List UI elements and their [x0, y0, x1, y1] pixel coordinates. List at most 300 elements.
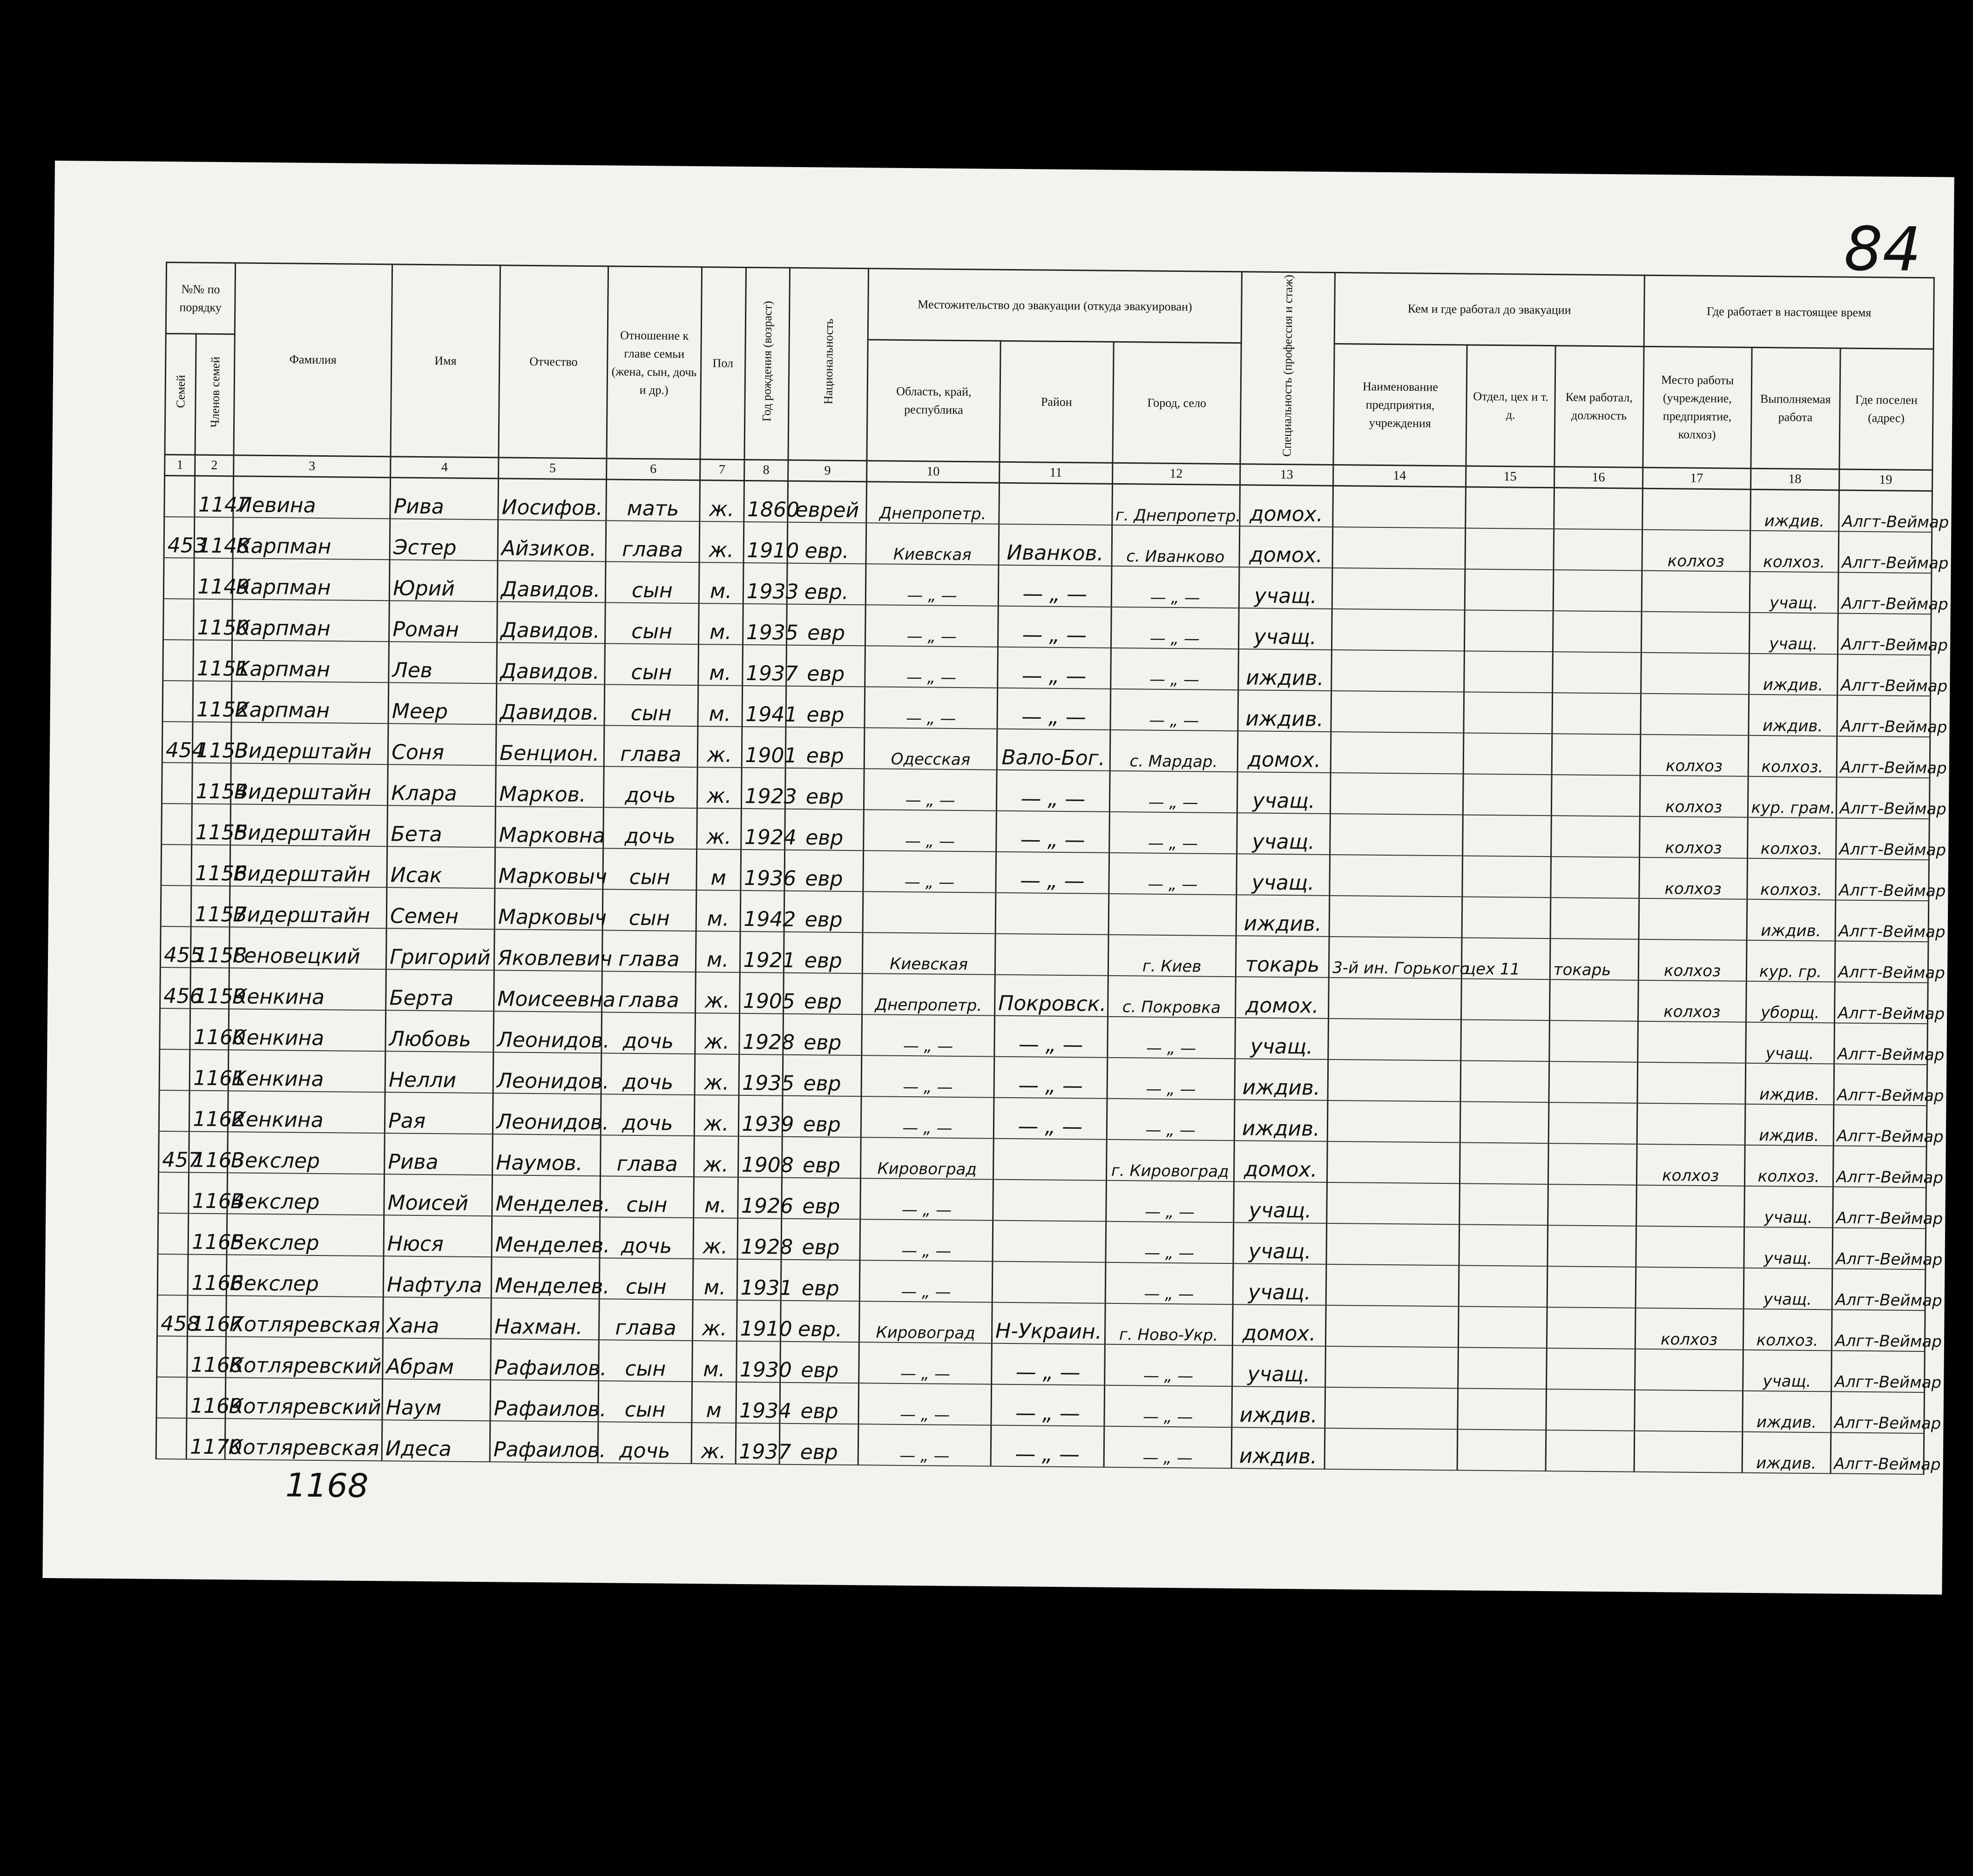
header-families: Семей: [165, 333, 196, 455]
table-cell: [1554, 488, 1643, 530]
table-cell: 1908: [738, 1136, 783, 1178]
table-cell: [1458, 1388, 1547, 1430]
table-cell: колхоз.: [1747, 817, 1836, 859]
table-cell: — „ —: [1104, 1385, 1232, 1427]
table-cell: 1923: [741, 768, 786, 809]
table-cell: евр: [780, 1424, 859, 1465]
table-cell: Абрам: [383, 1338, 491, 1380]
table-cell: — „ —: [993, 1098, 1107, 1140]
table-cell: глава: [606, 520, 699, 562]
table-cell: [159, 1090, 189, 1132]
table-cell: ж.: [691, 1423, 736, 1464]
table-cell: евр: [787, 604, 866, 646]
table-cell: Котляревский: [225, 1336, 383, 1379]
table-cell: учащ.: [1237, 813, 1330, 855]
table-cell: м.: [699, 562, 743, 604]
table-cell: м.: [698, 603, 743, 645]
table-cell: [1458, 1347, 1547, 1389]
table-cell: м.: [698, 644, 743, 686]
table-cell: 1941: [742, 686, 786, 727]
table-cell: Иванков.: [999, 524, 1112, 566]
header-nationality: Национальность: [788, 268, 868, 460]
table-cell: м.: [696, 890, 741, 931]
table-cell: Алгт-Веймар: [1838, 490, 1932, 532]
table-cell: Юрий: [389, 560, 498, 601]
table-cell: [158, 1172, 189, 1214]
table-cell: [163, 640, 194, 681]
table-cell: 1162: [189, 1091, 228, 1132]
table-cell: Исак: [387, 846, 495, 888]
table-cell: дочь: [598, 1422, 691, 1464]
table-cell: [1639, 898, 1747, 940]
table-cell: [1642, 488, 1750, 531]
table-cell: [157, 1254, 188, 1296]
table-cell: Семен: [386, 887, 495, 929]
table-cell: сын: [605, 643, 698, 685]
table-cell: — „ —: [1110, 689, 1238, 731]
table-cell: Рафаилов.: [490, 1380, 599, 1422]
table-cell: с. Мардар.: [1110, 730, 1238, 772]
table-cell: Менделев.: [492, 1175, 601, 1217]
table-cell: [1464, 651, 1553, 693]
table-cell: — „ —: [1105, 1221, 1233, 1263]
table-cell: Кенкина: [229, 968, 386, 1010]
table-cell: [1333, 486, 1466, 528]
table-cell: Марковна: [495, 806, 604, 848]
table-cell: Роман: [389, 601, 498, 642]
table-cell: учащ.: [1749, 613, 1838, 655]
table-cell: — „ —: [865, 605, 999, 647]
table-cell: сын: [603, 848, 696, 890]
document-sheet: [42, 161, 1954, 1594]
table-cell: Давидов.: [497, 642, 605, 684]
table-cell: учащ.: [1237, 772, 1331, 814]
table-cell: 1942: [740, 891, 785, 932]
table-cell: Моисей: [384, 1174, 493, 1216]
table-cell: — „ —: [861, 1096, 994, 1138]
table-cell: Бета: [387, 805, 496, 847]
table-cell: ж.: [696, 808, 741, 850]
table-cell: [1326, 1264, 1459, 1306]
table-cell: 1154: [192, 763, 231, 804]
column-number: 11: [1000, 462, 1113, 484]
table-cell: Наумов.: [493, 1134, 601, 1176]
table-cell: [1548, 1143, 1637, 1185]
table-cell: 1155: [192, 804, 230, 845]
header-group-num: №№ по порядку: [166, 263, 235, 334]
table-cell: Лев: [389, 641, 497, 683]
table-cell: Киевская: [863, 932, 996, 974]
table-cell: г. Днепропетр.: [1112, 484, 1240, 526]
table-cell: евр: [783, 1055, 862, 1096]
table-cell: Карпман: [232, 599, 389, 641]
table-cell: [1325, 1346, 1459, 1388]
table-cell: иждив.: [1238, 690, 1331, 732]
table-cell: евр: [782, 1178, 861, 1219]
table-cell: [1465, 528, 1554, 570]
table-cell: 1158: [191, 927, 230, 968]
table-cell: [163, 599, 194, 640]
table-cell: домох.: [1234, 1140, 1327, 1182]
header-sex: Пол: [700, 267, 746, 460]
table-cell: 1935: [739, 1054, 784, 1096]
table-cell: иждив.: [1747, 899, 1836, 941]
table-cell: кур. гр.: [1746, 940, 1835, 982]
table-cell: иждив.: [1745, 1063, 1834, 1105]
table-cell: Видерштайн: [231, 722, 388, 764]
table-cell: ж.: [692, 1300, 737, 1341]
table-cell: евр: [780, 1383, 859, 1424]
table-cell: [1636, 1226, 1744, 1268]
table-cell: Давидов.: [496, 683, 605, 725]
table-cell: иждив.: [1745, 1104, 1834, 1146]
table-cell: Идеса: [382, 1420, 490, 1462]
table-cell: [1635, 1267, 1744, 1309]
table-cell: еврей: [788, 481, 867, 523]
table-cell: Алгт-Веймар: [1832, 1228, 1926, 1269]
table-cell: Вало-Бог.: [997, 729, 1110, 771]
table-cell: — „ —: [863, 850, 996, 892]
table-cell: м.: [696, 931, 740, 972]
table-cell: [1551, 775, 1640, 817]
table-cell: Карпман: [231, 640, 389, 682]
table-cell: учащ.: [1239, 567, 1332, 609]
table-cell: сын: [599, 1340, 692, 1382]
table-cell: Покровск.: [995, 975, 1108, 1017]
table-cell: 1166: [188, 1254, 227, 1296]
table-cell: Днепропетр.: [862, 973, 995, 1015]
table-cell: евр.: [787, 522, 866, 564]
table-cell: 1163: [189, 1132, 228, 1173]
table-cell: м.: [692, 1341, 736, 1382]
table-cell: 1937: [742, 645, 787, 686]
table-cell: евр: [785, 768, 865, 810]
table-cell: 454: [162, 722, 193, 763]
table-cell: ж.: [694, 1095, 739, 1136]
table-cell: 1934: [736, 1382, 780, 1424]
table-cell: Леонидов.: [493, 1011, 602, 1053]
table-cell: 1939: [738, 1095, 783, 1137]
table-cell: Хана: [383, 1297, 492, 1339]
table-cell: Алгт-Веймар: [1835, 941, 1928, 983]
table-cell: [1326, 1305, 1459, 1347]
table-cell: [1552, 652, 1641, 694]
table-cell: Алгт-Веймар: [1836, 818, 1929, 860]
table-cell: учащ.: [1233, 1222, 1327, 1264]
table-cell: 1149: [194, 558, 233, 600]
table-cell: [1547, 1307, 1635, 1349]
table-cell: — „ —: [996, 770, 1109, 812]
table-cell: евр: [784, 850, 864, 891]
table-cell: — „ —: [991, 1425, 1104, 1467]
table-cell: Н-Украин.: [992, 1302, 1105, 1344]
table-cell: [1641, 694, 1749, 736]
table-cell: [1547, 1225, 1636, 1267]
table-cell: с. Покровка: [1108, 976, 1236, 1018]
table-cell: колхоз: [1635, 1308, 1743, 1350]
table-cell: [1108, 894, 1237, 936]
table-cell: — „ —: [1109, 812, 1237, 854]
table-cell: Алгт-Веймар: [1835, 859, 1929, 901]
table-cell: евр: [781, 1260, 860, 1301]
table-cell: — „ —: [998, 565, 1111, 607]
table-cell: сын: [605, 602, 699, 644]
table-cell: евр: [786, 727, 865, 769]
column-number: 12: [1112, 463, 1240, 485]
table-cell: Давидов.: [497, 601, 606, 643]
table-cell: [160, 1008, 190, 1050]
table-cell: евр: [785, 809, 864, 850]
table-cell: [993, 1139, 1106, 1181]
table-cell: Котляревская: [225, 1418, 382, 1461]
table-cell: [1551, 857, 1640, 898]
table-cell: токарь: [1550, 938, 1639, 980]
table-cell: Алгт-Веймар: [1837, 695, 1930, 737]
table-cell: [993, 1221, 1106, 1262]
table-cell: [1332, 609, 1465, 651]
table-cell: г. Кировоград: [1106, 1140, 1234, 1181]
table-cell: — „ —: [992, 1343, 1105, 1385]
header-birth: Год рождения (возраст): [744, 267, 790, 460]
table-cell: м.: [693, 1259, 737, 1300]
table-cell: дочь: [600, 1217, 693, 1259]
table-cell: [1636, 1185, 1744, 1227]
table-cell: [1637, 1062, 1746, 1104]
table-cell: [999, 483, 1112, 525]
table-cell: [1549, 1020, 1638, 1062]
table-cell: дочь: [601, 1012, 695, 1054]
table-cell: с. Иванково: [1112, 525, 1240, 567]
table-cell: Алгт-Веймар: [1836, 777, 1930, 819]
table-cell: иждив.: [1742, 1432, 1831, 1474]
table-cell: 457: [159, 1131, 189, 1173]
table-cell: [1331, 773, 1464, 815]
table-cell: евр.: [781, 1301, 860, 1342]
table-cell: [993, 1180, 1106, 1221]
table-cell: — „ —: [996, 852, 1109, 894]
header-district: Район: [1000, 341, 1114, 463]
table-cell: учащ.: [1745, 1022, 1834, 1064]
table-cell: токарь: [1236, 936, 1329, 978]
column-number: 7: [700, 459, 744, 481]
table-cell: 1910: [743, 522, 788, 563]
header-relation: Отношение к главе семьи (жена, сын, дочь и др.): [607, 266, 702, 459]
table-cell: [161, 885, 191, 927]
table-cell: 1928: [737, 1218, 782, 1260]
table-cell: колхоз.: [1747, 858, 1836, 900]
table-cell: евр: [783, 1096, 862, 1137]
table-cell: Рафаилов.: [491, 1339, 599, 1381]
table-cell: ж.: [695, 972, 740, 1013]
table-cell: Алгт-Веймар: [1831, 1309, 1925, 1351]
table-cell: ж.: [695, 1054, 739, 1095]
table-cell: домох.: [1240, 485, 1333, 527]
table-cell: [1463, 774, 1552, 816]
header-job: Выполняемая работа: [1751, 347, 1840, 469]
table-cell: — „ —: [1105, 1262, 1233, 1304]
table-cell: — „ —: [991, 1384, 1104, 1426]
table-cell: домох.: [1239, 526, 1333, 568]
table-cell: Рива: [385, 1133, 493, 1175]
table-cell: [995, 934, 1108, 976]
page-number: 84: [1844, 213, 1922, 285]
table-cell: колхоз: [1640, 776, 1748, 817]
header-city: Город, село: [1112, 342, 1241, 464]
table-cell: 1156: [191, 845, 230, 886]
table-cell: учащ.: [1743, 1268, 1832, 1310]
table-cell: м: [692, 1382, 736, 1423]
table-cell: [1546, 1348, 1635, 1390]
table-cell: [1329, 896, 1462, 938]
table-cell: учащ.: [1232, 1345, 1325, 1387]
table-cell: дочь: [603, 807, 697, 849]
table-cell: [1325, 1387, 1458, 1429]
table-cell: сын: [598, 1381, 692, 1423]
table-cell: [1327, 1141, 1460, 1183]
table-cell: евр: [784, 932, 863, 973]
table-cell: — „ —: [996, 811, 1109, 853]
header-position: Кем работал, должность: [1554, 346, 1644, 468]
table-cell: глава: [604, 725, 697, 767]
table-cell: 1931: [737, 1259, 782, 1301]
table-cell: учащ.: [1743, 1350, 1831, 1392]
table-cell: учащ.: [1233, 1263, 1326, 1305]
table-cell: евр: [784, 891, 864, 932]
table-cell: м.: [693, 1177, 738, 1218]
table-cell: Киевская: [866, 523, 999, 565]
column-number: 1: [165, 454, 196, 476]
table-cell: [1637, 1021, 1746, 1063]
table-cell: [156, 1418, 187, 1459]
table-cell: Меер: [388, 682, 497, 724]
table-cell: Алгт-Веймар: [1833, 1064, 1927, 1106]
header-name: Имя: [391, 264, 500, 458]
table-cell: 1901: [742, 727, 786, 768]
table-cell: [1327, 1182, 1460, 1224]
table-cell: Видерштайн: [230, 763, 388, 805]
table-cell: Рафаилов.: [490, 1421, 598, 1463]
table-cell: [1548, 1102, 1637, 1144]
table-cell: Алгт-Веймар: [1832, 1269, 1926, 1310]
table-cell: Нелли: [385, 1051, 493, 1093]
column-number: 15: [1466, 466, 1554, 488]
table-cell: ж.: [697, 726, 742, 768]
table-cell: Одесская: [864, 728, 997, 769]
table-cell: 1150: [194, 599, 232, 641]
table-cell: 453: [164, 517, 195, 558]
table-cell: — „ —: [1107, 1058, 1235, 1100]
table-cell: [1462, 897, 1551, 938]
table-cell: сын: [600, 1176, 694, 1218]
table-cell: — „ —: [1107, 1099, 1235, 1140]
table-cell: иждив.: [1750, 489, 1839, 531]
table-cell: [1324, 1428, 1458, 1470]
table-cell: 1164: [189, 1173, 227, 1214]
table-cell: Днепропетр.: [866, 482, 1000, 524]
table-cell: [1552, 693, 1641, 735]
table-cell: Видерштайн: [230, 886, 387, 928]
table-cell: Геновецкий: [229, 927, 386, 969]
table-cell: [1332, 568, 1465, 610]
table-cell: Бенцион.: [496, 724, 604, 766]
table-cell: [1547, 1184, 1636, 1226]
table-cell: [1634, 1431, 1743, 1473]
table-cell: сын: [602, 889, 696, 931]
table-cell: Клара: [388, 764, 496, 806]
table-cell: учащ.: [1744, 1186, 1833, 1228]
table-cell: [1553, 570, 1642, 612]
table-cell: [164, 475, 195, 517]
table-cell: Нахман.: [491, 1298, 600, 1340]
evacuee-register-table: [155, 262, 1949, 1475]
table-cell: 1910: [736, 1300, 781, 1342]
table-cell: Нюся: [384, 1215, 492, 1257]
column-number: 16: [1554, 467, 1642, 489]
table-cell: евр: [784, 973, 863, 1014]
table-cell: [1330, 855, 1463, 897]
table-cell: евр: [783, 1014, 862, 1055]
table-cell: Григорий: [386, 928, 495, 970]
table-cell: — „ —: [1110, 648, 1238, 690]
table-cell: [1457, 1429, 1546, 1471]
table-cell: — „ —: [998, 647, 1111, 689]
table-cell: сын: [604, 684, 698, 726]
table-cell: Кировоград: [859, 1301, 993, 1343]
header-members: Членов семей: [195, 334, 235, 455]
table-cell: колхоз: [1642, 530, 1750, 572]
header-enterprise: Наименование предприятия, учреждения: [1333, 344, 1467, 466]
table-cell: Алгт-Веймар: [1831, 1432, 1924, 1474]
table-cell: Наум: [382, 1379, 491, 1421]
table-cell: — „ —: [865, 646, 998, 688]
table-cell: 1930: [736, 1341, 781, 1383]
table-cell: [1641, 653, 1749, 695]
table-cell: дочь: [601, 1094, 694, 1136]
table-cell: иждив.: [1742, 1391, 1831, 1433]
header-specialty: Специальность (профессия и стаж): [1240, 272, 1335, 465]
table-cell: — „ —: [864, 769, 997, 810]
table-cell: Карпман: [233, 517, 390, 560]
table-cell: колхоз: [1640, 735, 1749, 776]
table-cell: 1926: [737, 1177, 782, 1219]
table-cell: Видерштайн: [230, 804, 387, 846]
table-body: [156, 475, 1949, 1474]
table-cell: [1459, 1142, 1548, 1184]
table-cell: Алгт-Веймар: [1832, 1187, 1926, 1228]
table-cell: 1933: [743, 563, 788, 604]
column-number: 6: [607, 459, 700, 480]
header-department: Отдел, цех и т. д.: [1466, 345, 1555, 467]
table-cell: — „ —: [994, 1016, 1108, 1058]
table-cell: сын: [605, 561, 699, 603]
table-cell: иждив.: [1749, 654, 1838, 695]
column-number: 14: [1333, 465, 1466, 486]
header-group-work-before: Кем и где работал до эвакуации: [1334, 273, 1644, 347]
table-cell: Алгт-Веймар: [1833, 1105, 1927, 1147]
table-cell: [1546, 1430, 1635, 1472]
table-cell: [1460, 1060, 1549, 1102]
table-cell: г. Ново-Укр.: [1105, 1303, 1233, 1345]
table-cell: сын: [599, 1258, 693, 1300]
table-cell: [1332, 527, 1466, 569]
table-cell: [1635, 1349, 1743, 1391]
table-cell: колхоз.: [1744, 1145, 1833, 1187]
table-cell: глава: [602, 930, 696, 972]
table-cell: — „ —: [859, 1342, 992, 1384]
table-cell: [1459, 1183, 1548, 1225]
table-cell: Кенкина: [228, 1091, 385, 1133]
table-cell: [1328, 1019, 1461, 1060]
